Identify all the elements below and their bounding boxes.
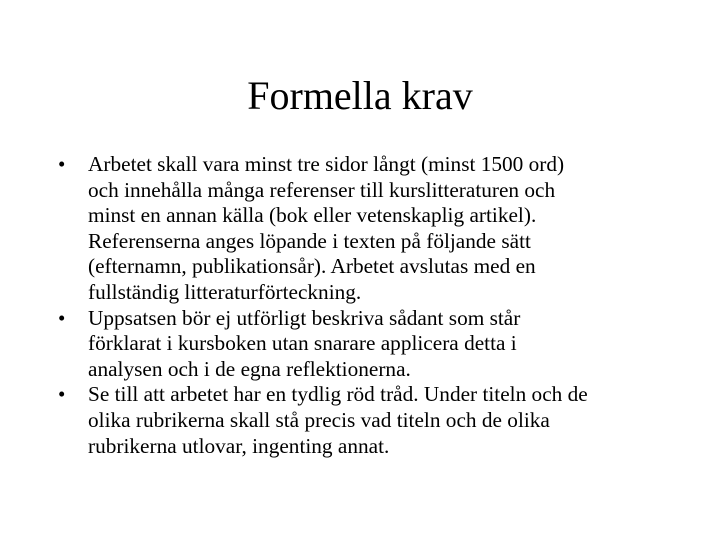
bullet-list xyxy=(58,152,698,459)
slide-title: Formella krav xyxy=(247,73,473,118)
bullet-1-line-2: och innehålla många referenser till kurslitteraturen och xyxy=(88,177,556,202)
bullet-3-line-1: Se till att arbetet har en tydlig röd tråd. Under titeln och de xyxy=(88,382,588,407)
bullet-marker: • xyxy=(58,382,66,407)
bullet-item-2 xyxy=(58,306,698,383)
bullet-marker: • xyxy=(58,305,66,330)
bullet-item-3 xyxy=(58,382,698,459)
bullet-2-line-1: Uppsatsen bör ej utförligt beskriva sådant som står xyxy=(88,305,521,330)
bullet-1-line-1: Arbetet skall vara minst tre sidor långt (minst 1500 ord) xyxy=(88,152,565,176)
bullet-1-line-4: Referenserna anges löpande i texten på följande sätt xyxy=(88,228,531,253)
bullet-marker: • xyxy=(58,152,66,176)
bullet-1-line-6: fullständig litteraturförteckning. xyxy=(88,279,362,304)
bullet-3-line-2: olika rubrikerna skall stå precis vad titeln och de olika xyxy=(88,407,550,432)
bullet-1-line-5: (efternamn, publikationsår). Arbetet avslutas med en xyxy=(88,254,536,279)
bullet-2-line-2: förklarat i kursboken utan snarare applicera detta i xyxy=(88,331,517,356)
bullet-1-line-3: minst en annan källa (bok eller vetenskaplig artikel). xyxy=(88,203,537,228)
bullet-item-1 xyxy=(58,152,698,306)
bullet-2-line-3: analysen och i de egna reflektionerna. xyxy=(88,356,411,381)
bullet-3-line-3: rubrikerna utlovar, ingenting annat. xyxy=(88,433,390,458)
